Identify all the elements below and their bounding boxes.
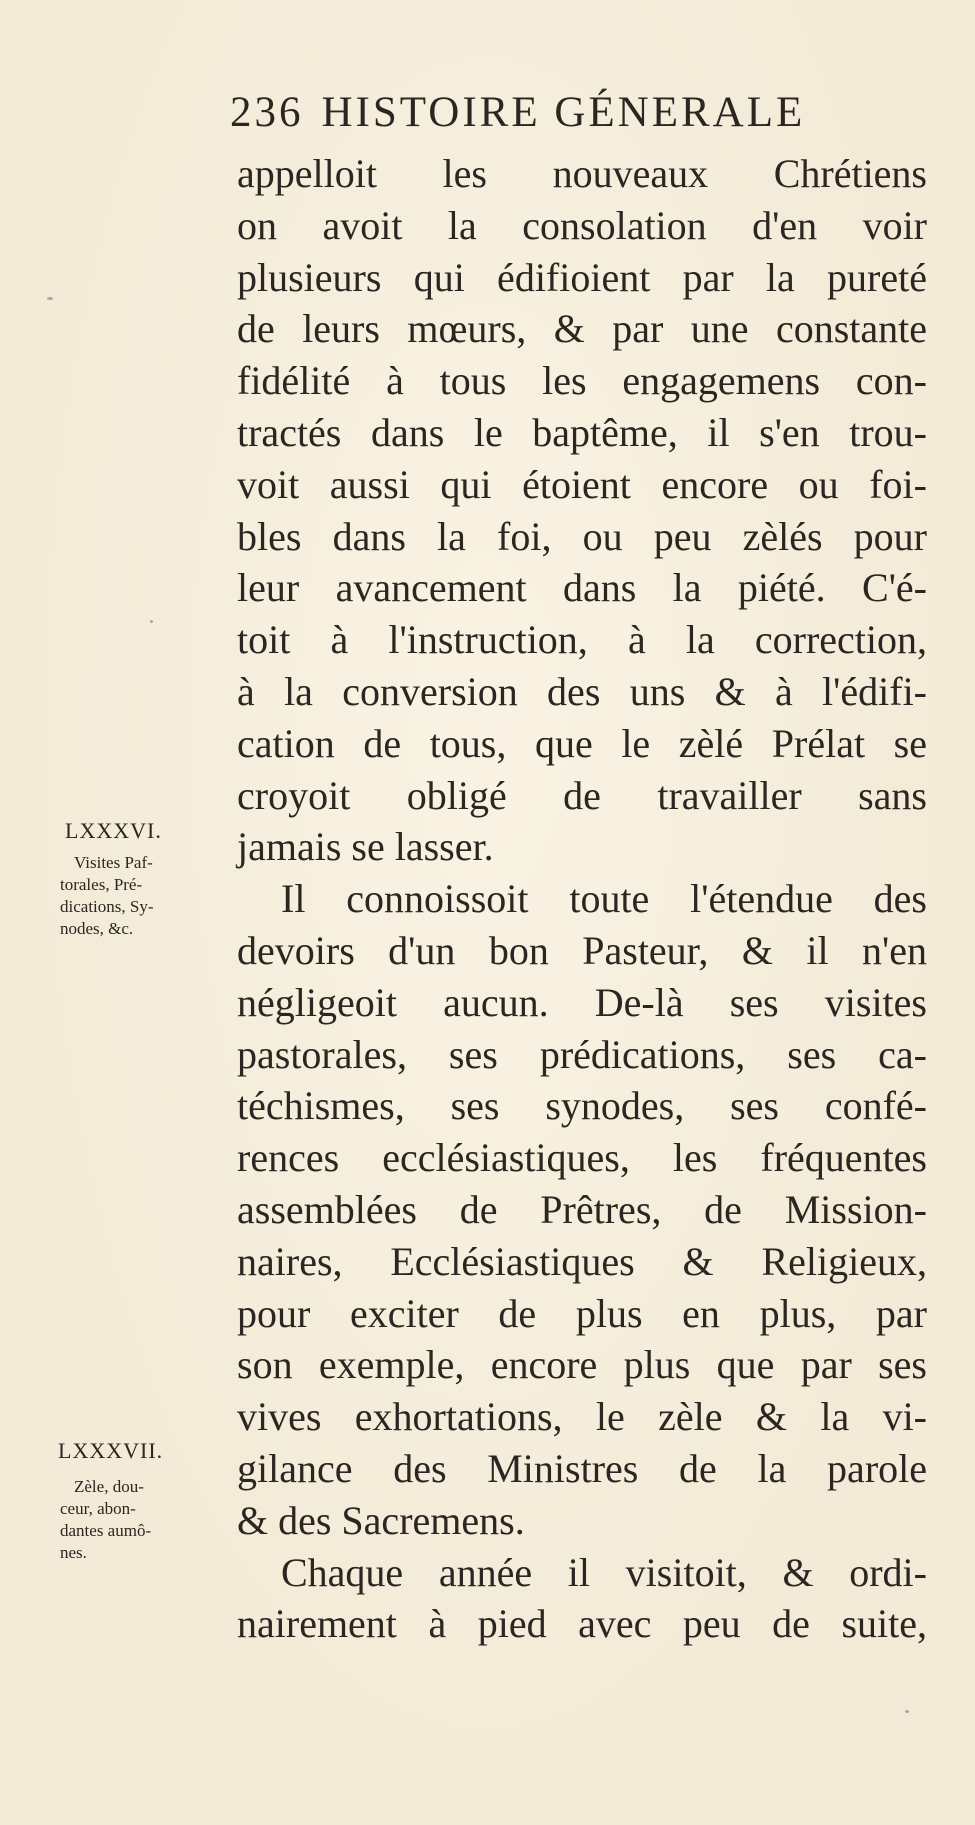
text-line: appelloit les nouveaux Chrétiens	[237, 151, 927, 196]
margin-note-text	[60, 1476, 151, 1564]
running-title: HISTOIRE GÉNERALE	[321, 89, 806, 136]
text-line: Chaque année il visitoit, & ordi-	[281, 1549, 927, 1595]
margin-note-line: torales, Pré-	[60, 875, 143, 894]
margin-note-line: nodes, &c.	[60, 919, 134, 938]
margin-note	[58, 1438, 163, 1464]
text-line: assemblées de Prêtres, de Mission-	[237, 1186, 927, 1232]
text-line: jamais se lasser.	[237, 824, 494, 870]
margin-note-line: Visites Paf-	[74, 853, 153, 872]
text-line: gilance des Ministres de la parole	[237, 1445, 927, 1491]
text-line: cation de tous, que le zèlé Prélat se	[237, 720, 927, 766]
text-line: leur avancement dans la piété. C'é-	[237, 565, 927, 611]
text-line: pour exciter de plus en plus, par	[237, 1290, 927, 1336]
text-line: de leurs mœurs, & par une constante	[237, 306, 927, 352]
text-line: nairement à pied avec peu de suite,	[237, 1601, 927, 1647]
body-text	[237, 148, 927, 1650]
paper-speck	[47, 297, 53, 300]
text-line: pastorales, ses prédications, ses ca-	[237, 1031, 927, 1077]
margin-note-line: ceur, abon-	[60, 1499, 136, 1518]
text-line: téchismes, ses synodes, ses confé-	[237, 1083, 927, 1129]
margin-note-line: nes.	[60, 1543, 87, 1562]
text-line: croyoit obligé de travailler sans	[237, 772, 927, 818]
text-line: voit aussi qui étoient encore ou foi-	[237, 461, 927, 507]
text-line: plusieurs qui édifioient par la pureté	[237, 254, 927, 300]
margin-note-line: dantes aumô-	[60, 1521, 152, 1540]
text-line: toit à l'instruction, à la correction,	[237, 617, 927, 663]
text-line: naires, Ecclésiastiques & Religieux,	[237, 1238, 927, 1284]
text-line: on avoit la consolation d'en voir	[237, 202, 927, 248]
margin-section-number: LXXXVII.	[58, 1438, 164, 1463]
margin-note-line: dications, Sy-	[60, 897, 154, 916]
text-line: tractés dans le baptême, il s'en trou-	[237, 409, 927, 455]
text-line: à la conversion des uns & à l'édifi-	[237, 668, 927, 714]
text-line: rences ecclésiastiques, les fréquentes	[237, 1135, 927, 1181]
text-line: son exemple, encore plus que par ses	[237, 1342, 927, 1388]
paper-speck	[150, 620, 153, 623]
margin-note-line: Zèle, dou-	[74, 1477, 144, 1496]
paper-speck	[905, 1710, 909, 1713]
running-header	[230, 88, 805, 137]
margin-note-text	[60, 852, 154, 940]
text-line: Il connoissoit toute l'étendue des	[281, 876, 927, 922]
text-line: fidélité à tous les engagemens con-	[237, 358, 927, 404]
margin-section-number: LXXXVI.	[65, 818, 162, 843]
text-line: négligeoit aucun. De-là ses visites	[237, 979, 927, 1025]
text-line: bles dans la foi, ou peu zèlés pour	[237, 513, 927, 559]
text-line: devoirs d'un bon Pasteur, & il n'en	[237, 927, 927, 973]
margin-note	[65, 818, 162, 844]
text-line: & des Sacremens.	[237, 1497, 525, 1543]
page-number: 236	[230, 89, 304, 136]
text-line: vives exhortations, le zèle & la vi-	[237, 1394, 927, 1440]
